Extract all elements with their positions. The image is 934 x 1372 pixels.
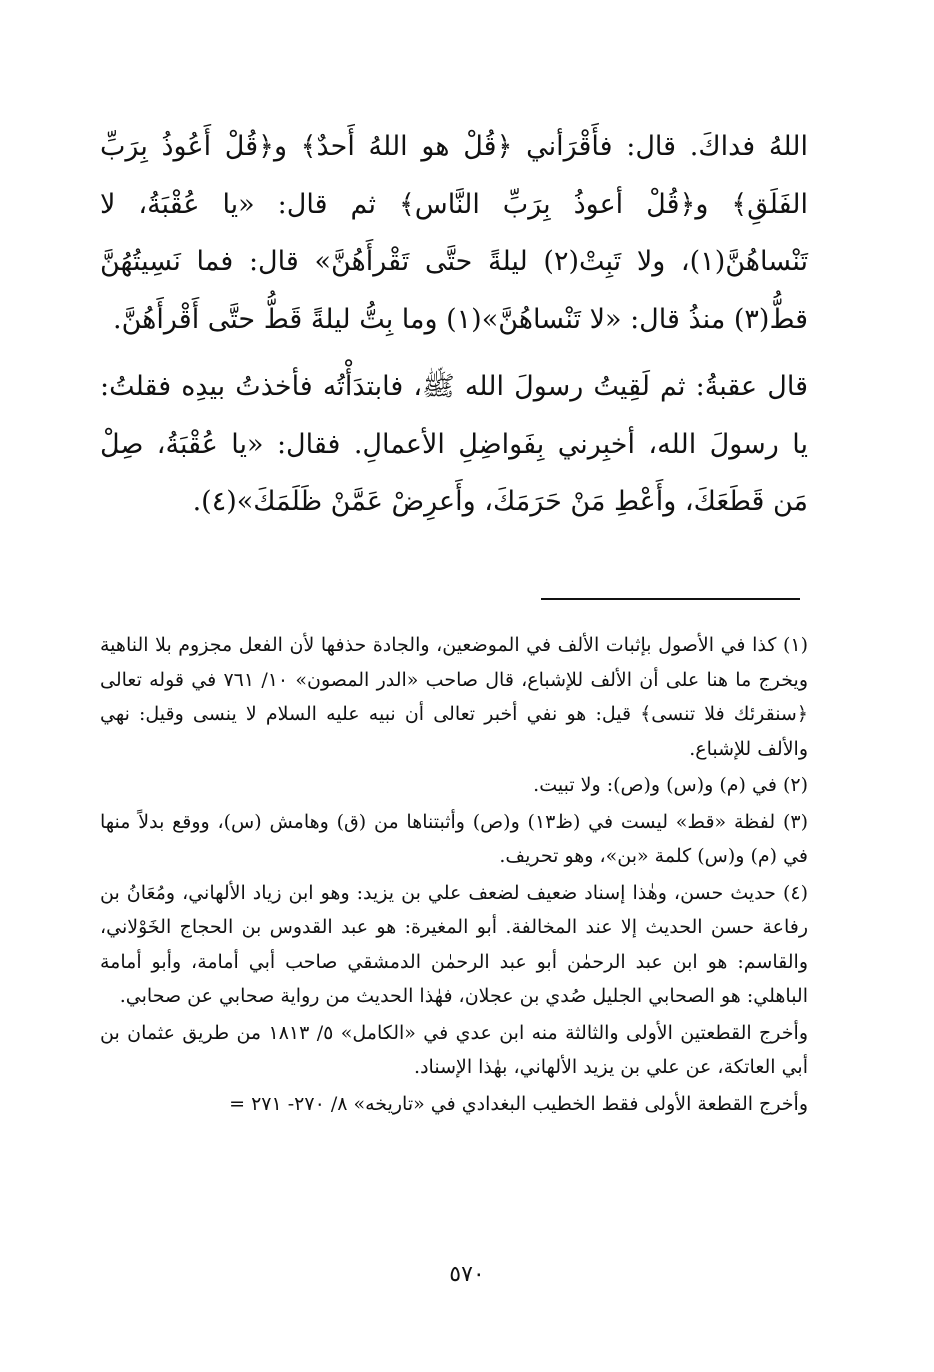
footnote-4: (٤) حديث حسن، وهٰذا إسناد ضعيف لضعف علي بن يزيد: وهو ابن زياد الألهاني، ومُعَانُ بن رفاعة حسن الحديث إلا عند المخالفة. أبو المغيرة: هو عبد القدوس بن الحجاج الخَوْلاني، والقاسم: هو ابن عبد الرحمٰن أبو عبد الرحمٰن الدمشقي صاحب أبي أمامة، وأبو أمامة الباهلي: هو الصحابي الجليل صُدي بن عجلان، فهٰذا الحديث من رواية صحابي عن صحابي. — [100, 881, 808, 1007]
main-text — [100, 118, 808, 531]
page-number: ٥٧٠ — [449, 1262, 485, 1287]
footnote-divider — [541, 598, 800, 600]
footnote-2: (٢) في (م) و(س) و(ص): ولا تبيت. — [533, 774, 808, 796]
footnotes — [100, 628, 808, 1121]
footnote-4-continuation-2: وأخرج القطعة الأولى فقط الخطيب البغدادي في «تاريخه» ٨/ ٢٧٠- ٢٧١ = — [229, 1092, 808, 1115]
footnote-1: (١) كذا في الأصول بإثبات الألف في الموضعين، والجادة حذفها لأن الفعل مجزوم بلا الناهية ويخرج ما هنا على أن الألف للإشباع، قال صاحب «الدر المصون» ١٠/ ٧٦١ في قوله تعالى ﴿سنقرئك فلا تنسى﴾ قيل: هو نفي أخبر تعالى أن نبيه عليه السلام لا ينسى وقيل: نهي والألف للإشباع. — [100, 634, 808, 760]
main-paragraph-2: قال عقبةُ: ثم لَقِيتُ رسولَ الله ﷺ، فابتدَأْتُه فأخذتُ بيدِه فقلتُ: يا رسولَ الله، أخبِرني بِفَواضِلِ الأعمالِ. فقال: «يا عُقْبَةُ، صِلْ مَن قَطَعَكَ، وأَعْطِ مَنْ حَرَمَكَ، وأَعرِضْ عَمَّنْ ظَلَمَكَ»(٤). — [100, 371, 808, 517]
main-paragraph-1: اللهُ فداكَ. قال: فأَقْرَأني ﴿قُلْ هو اللهُ أَحدٌ﴾ و﴿قُلْ أَعُوذُ بِرَبِّ الفَلَقِ﴾ و﴿قُلْ أعوذُ بِرَبِّ النَّاس﴾ ثم قال: «يا عُقْبَةُ، لا تَنْساهُنَّ(١)، ولا تَبِتْ(٢) ليلةً حتَّى تَقْرأَهُنَّ» قال: فما نَسِيتُهُنَّ قطُّ(٣) منذُ قال: «لا تَنْساهُنَّ»(١) وما بِتُّ ليلةً قَطُّ حتَّى أَقْرأَهُنَّ. — [100, 131, 808, 335]
footnote-4-continuation-1: وأخرج القطعتين الأولى والثالثة منه ابن عدي في «الكامل» ٥/ ١٨١٣ من طريق عثمان بن أبي العاتكة، عن علي بن يزيد الألهاني، بهٰذا الإسناد. — [100, 1021, 808, 1078]
footnote-3: (٣) لفظة «قط» ليست في (ظ١٣) و(ص) وأثبتناها من (ق) وهامش (س)، ووقع بدلاً منها في (م) و(س) كلمة «بن»، وهو تحريف. — [100, 810, 808, 867]
